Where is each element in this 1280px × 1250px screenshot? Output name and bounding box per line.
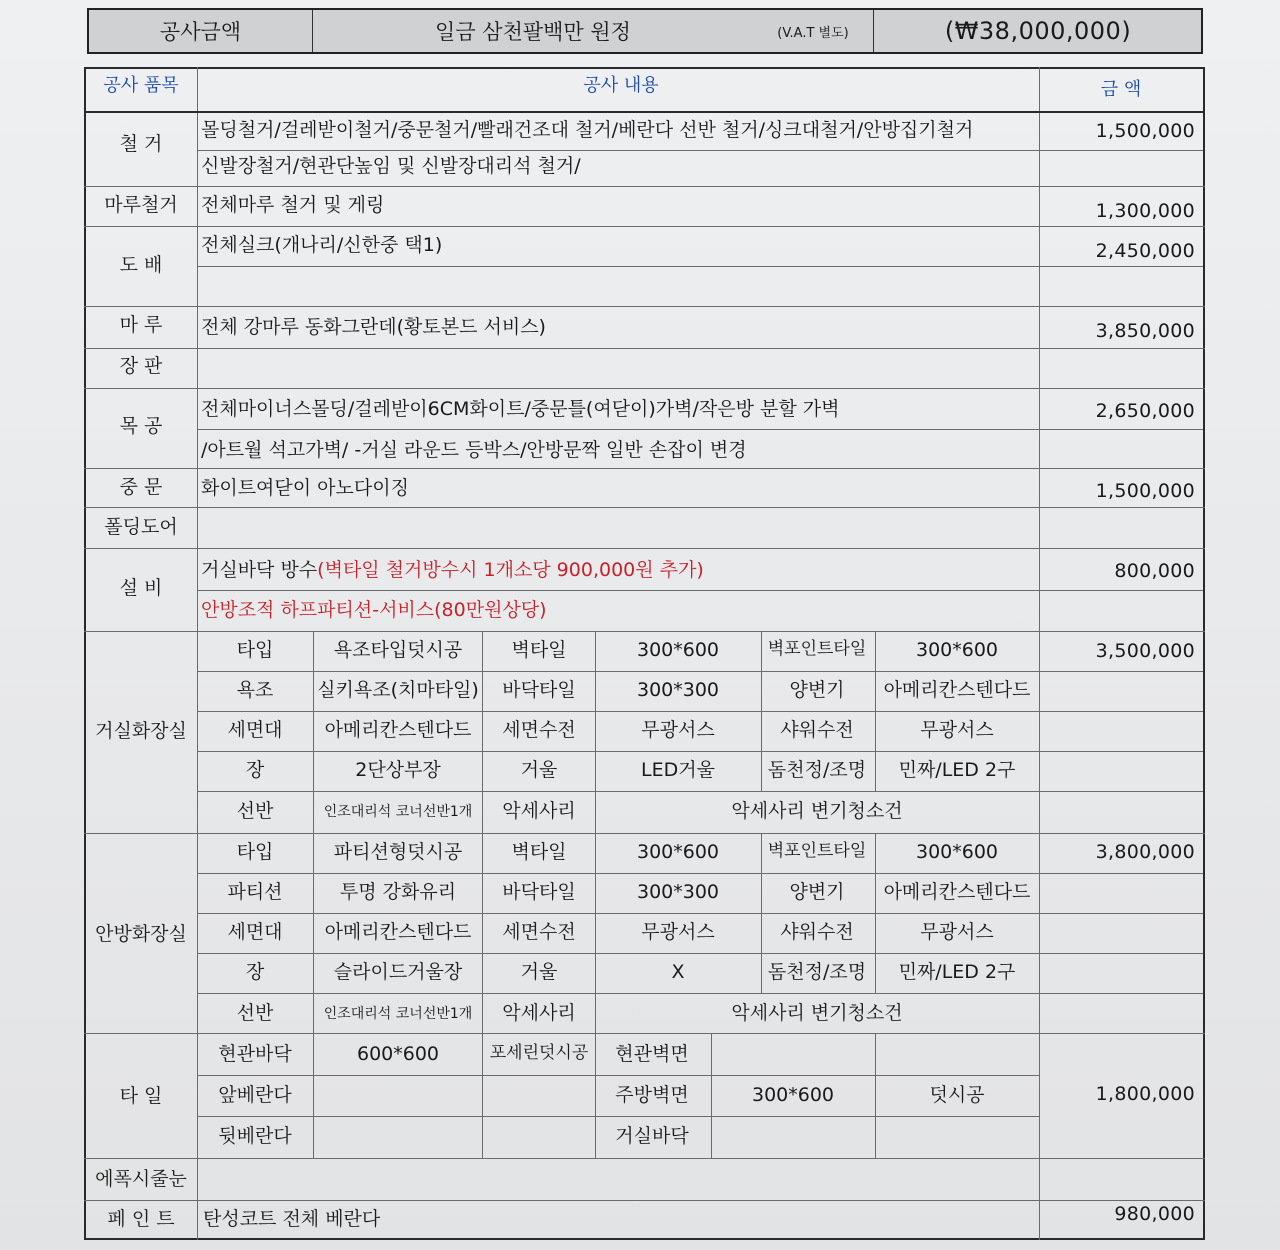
mb-cell: 아메리칸스텐다드 xyxy=(324,921,472,943)
mb-cell: 바닥타일 xyxy=(502,881,576,903)
row-label-folding-door: 폴딩도어 xyxy=(104,516,178,538)
tile-entrance-wall: 현관벽면 xyxy=(615,1043,689,1065)
lb-cell: 실키욕조(치마타일) xyxy=(317,679,479,701)
mb-cell: 파티션형덧시공 xyxy=(333,841,463,863)
paint-amount: 980,000 xyxy=(1114,1203,1195,1225)
master-bath-amount: 3,800,000 xyxy=(1095,841,1195,863)
tile-living-floor: 거실바닥 xyxy=(615,1125,689,1147)
plumbing-line2: 안방조적 하프파티션-서비스(80만원상당) xyxy=(201,599,547,621)
demolition-amount: 1,500,000 xyxy=(1095,120,1195,142)
lb-cell: 타입 xyxy=(236,639,274,661)
lb-cell: 아메리칸스텐다드 xyxy=(324,719,472,741)
lb-cell: 샤워수전 xyxy=(780,719,854,741)
lb-cell: 거울 xyxy=(520,759,558,781)
mb-cell: 세면대 xyxy=(227,921,283,943)
vat-note: (V.A.T 별도) xyxy=(777,25,849,41)
lb-cell: 세면대 xyxy=(227,719,283,741)
row-label-carpentry: 목 공 xyxy=(119,415,163,437)
mb-cell: 장 xyxy=(245,961,265,983)
demolition-line1: 몰딩철거/걸레받이철거/중문철거/빨래건조대 철거/베란다 선반 철거/싱크대철거/안방집기철거 xyxy=(201,119,974,141)
mb-cell: 세면수전 xyxy=(502,921,576,943)
lb-cell: 벽타일 xyxy=(511,639,567,661)
tile-amount: 1,800,000 xyxy=(1095,1083,1195,1105)
lb-cell: LED거울 xyxy=(641,759,715,781)
tile-overlay: 덧시공 xyxy=(929,1084,985,1106)
carpentry-line1: 전체마이너스몰딩/걸레받이6CM화이트/중문틀(여닫이)가벽/작은방 분할 가벽 xyxy=(201,398,840,420)
row-label-epoxy: 에폭시줄눈 xyxy=(95,1168,187,1190)
mb-cell: 악세사리 xyxy=(502,1002,576,1024)
row-label-wallpaper: 도 배 xyxy=(119,254,163,276)
floor-demo-amount: 1,300,000 xyxy=(1095,200,1195,222)
paint-content: 탄성코트 전체 베란다 xyxy=(203,1208,381,1230)
tile-rear-veranda: 뒷베란다 xyxy=(218,1125,292,1147)
lb-cell: 세면수전 xyxy=(502,719,576,741)
lb-cell: 민짜/LED 2구 xyxy=(898,759,1016,781)
plumbing-line1 xyxy=(201,561,704,580)
middle-door-amount: 1,500,000 xyxy=(1095,480,1195,502)
mb-cell: X xyxy=(671,961,685,983)
lb-cell: 인조대리석 코너선반1개 xyxy=(323,804,473,820)
demolition-line2: 신발장철거/현관단높임 및 신발장대리석 철거/ xyxy=(201,155,581,177)
floor-demo-content: 전체마루 철거 및 게링 xyxy=(201,194,385,216)
lb-cell: 돔천정/조명 xyxy=(767,759,867,781)
lb-cell: 악세사리 변기청소건 xyxy=(731,800,903,822)
mb-cell: 인조대리석 코너선반1개 xyxy=(323,1006,473,1022)
total-amount-bar xyxy=(87,8,1203,54)
col-header-content: 공사 내용 xyxy=(583,75,659,96)
wallpaper-amount: 2,450,000 xyxy=(1095,240,1195,262)
lb-cell: 양변기 xyxy=(789,679,845,701)
lb-cell: 욕조타입덧시공 xyxy=(333,639,463,661)
lb-cell: 악세사리 xyxy=(502,800,576,822)
lb-cell: 바닥타일 xyxy=(502,679,576,701)
row-label-flooring: 마 루 xyxy=(119,314,163,336)
tile-porcelain: 포세린덧시공 xyxy=(489,1043,589,1063)
mb-cell: 타입 xyxy=(236,841,274,863)
lb-cell: 무광서스 xyxy=(920,719,994,741)
flooring-amount: 3,850,000 xyxy=(1095,320,1195,342)
lb-cell: 욕조 xyxy=(236,679,274,701)
plumbing-line1-text: 거실바닥 방수 xyxy=(201,559,318,581)
mb-cell: 파티션 xyxy=(227,881,283,903)
mb-cell: 무광서스 xyxy=(641,921,715,943)
plumbing-amount: 800,000 xyxy=(1114,560,1195,582)
row-label-middle-door: 중 문 xyxy=(119,476,163,498)
middle-door-content: 화이트여닫이 아노다이징 xyxy=(201,477,409,499)
wallpaper-content: 전체실크(개나리/신한중 택1) xyxy=(201,234,443,256)
mb-cell: 300*600 xyxy=(636,841,720,863)
tile-kitchen-wall: 주방벽면 xyxy=(615,1084,689,1106)
total-label: 공사금액 xyxy=(159,20,242,44)
row-label-linoleum: 장 판 xyxy=(119,355,163,377)
tile-size-300: 300*600 xyxy=(751,1084,835,1106)
mb-cell: 벽포인트타일 xyxy=(767,841,867,861)
mb-cell: 무광서스 xyxy=(920,921,994,943)
lb-cell: 300*300 xyxy=(636,679,720,701)
lb-cell: 300*600 xyxy=(915,639,999,661)
carpentry-amount: 2,650,000 xyxy=(1095,400,1195,422)
flooring-content: 전체 강마루 동화그란데(황토본드 서비스) xyxy=(201,316,546,338)
lb-cell: 장 xyxy=(245,759,265,781)
mb-cell: 아메리칸스텐다드 xyxy=(883,881,1031,903)
mb-cell: 양변기 xyxy=(789,881,845,903)
plumbing-line1-note: (벽타일 철거방수시 1개소당 900,000원 추가) xyxy=(317,559,704,581)
carpentry-line2: /아트월 석고가벽/ -거실 라운드 등박스/안방문짝 일반 손잡이 변경 xyxy=(201,439,747,461)
row-label-tile: 타 일 xyxy=(119,1085,163,1107)
mb-cell: 악세사리 변기청소건 xyxy=(731,1002,903,1024)
mb-cell: 벽타일 xyxy=(511,841,567,863)
col-header-item: 공사 품목 xyxy=(103,75,179,96)
col-header-amount: 금 액 xyxy=(1100,79,1142,100)
mb-cell: 슬라이드거울장 xyxy=(333,961,463,983)
living-bath-amount: 3,500,000 xyxy=(1095,640,1195,662)
total-amount: (₩38,000,000) xyxy=(944,17,1132,45)
mb-cell: 돔천정/조명 xyxy=(767,961,867,983)
amount-in-words: 일금 삼천팔백만 원정 xyxy=(435,20,631,44)
tile-entrance-floor: 현관바닥 xyxy=(218,1043,292,1065)
mb-cell: 선반 xyxy=(236,1002,274,1024)
row-label-plumbing: 설 비 xyxy=(119,577,163,599)
tile-front-veranda: 앞베란다 xyxy=(218,1084,292,1106)
mb-cell: 샤워수전 xyxy=(780,921,854,943)
estimate-table xyxy=(84,67,1205,1240)
row-label-floor-demo: 마루철거 xyxy=(104,194,178,216)
lb-cell: 무광서스 xyxy=(641,719,715,741)
lb-cell: 벽포인트타일 xyxy=(767,639,867,659)
mb-cell: 300*300 xyxy=(636,881,720,903)
lb-cell: 선반 xyxy=(236,800,274,822)
mb-cell: 투명 강화유리 xyxy=(339,881,457,903)
lb-cell: 아메리칸스텐다드 xyxy=(883,679,1031,701)
mb-cell: 거울 xyxy=(520,961,558,983)
row-label-demolition: 철 거 xyxy=(119,133,163,155)
lb-cell: 2단상부장 xyxy=(355,759,441,781)
row-label-paint: 페 인 트 xyxy=(107,1208,175,1230)
row-label-living-bath: 거실화장실 xyxy=(95,720,187,742)
lb-cell: 300*600 xyxy=(636,639,720,661)
mb-cell: 300*600 xyxy=(915,841,999,863)
row-label-master-bath: 안방화장실 xyxy=(95,923,187,945)
mb-cell: 민짜/LED 2구 xyxy=(898,961,1016,983)
tile-size-600: 600*600 xyxy=(356,1043,440,1065)
